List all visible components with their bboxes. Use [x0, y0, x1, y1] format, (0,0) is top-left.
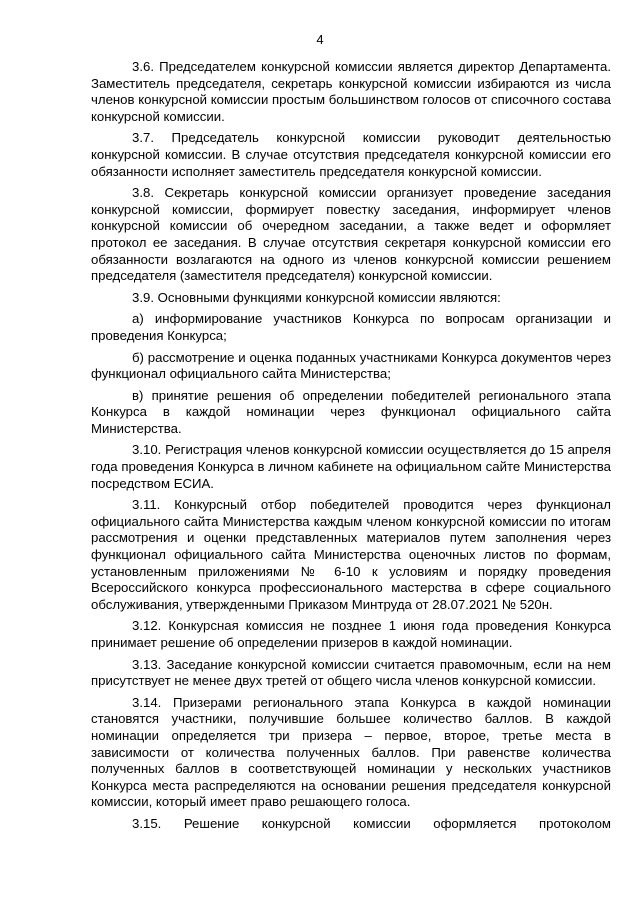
paragraph-3-12: 3.12. Конкурсная комиссия не позднее 1 июня года проведения Конкурса принимает решение об определении призеров в каждой номинации. — [91, 618, 611, 650]
list-item-a: а) информирование участников Конкурса по вопросам организации и проведения Конкурса; — [91, 311, 611, 343]
paragraph-3-8: 3.8. Секретарь конкурсной комиссии организует проведение заседания конкурсной комиссии, формирует повестку заседания, информирует членов конкурсной комиссии об очередном заседании, а также ведет и оформляет протокол ее заседания. В случае отсутствия секретаря конкурсной комиссии его обязанности возлагаются на одного из членов конкурсной комиссии решением председателя (заместителя председателя) конкурсной комиссии. — [91, 185, 611, 284]
paragraph-3-14: 3.14. Призерами регионального этапа Конкурса в каждой номинации становятся участники, получившие большее количество баллов. В каждой номинации определяется три призера – первое, второе, третье места в зависимости от количества полученных баллов. При равенстве количества полученных баллов в соответствующей номинации у нескольких участников Конкурса места распределяются на основании решения председателя конкурсной комиссии, который имеет право решающего голоса. — [91, 694, 611, 810]
paragraph-3-6: 3.6. Председателем конкурсной комиссии является директор Департамента. Заместитель председателя, секретарь конкурсной комиссии избираются из числа членов конкурсной комиссии простым большинством голосов от списочного состава конкурсной комиссии. — [91, 59, 611, 124]
list-item-v: в) принятие решения об определении победителей регионального этапа Конкурса в каждой номинации через функционал официального сайта Министерства. — [91, 387, 611, 436]
document-body — [91, 59, 611, 838]
paragraph-3-11: 3.11. Конкурсный отбор победителей проводится через функционал официального сайта Министерства каждым членом конкурсной комиссии по итогам рассмотрения и оценки представленных материалов путем заполнения через функционал официального сайта Министерства оценочных листов по формам, установленным приложениями № 6-10 к условиям и порядку проведения Всероссийского конкурса профессионального мастерства в сфере социального обслуживания, утвержденными Приказом Минтруда от 28.07.2021 № 520н. — [91, 497, 611, 612]
paragraph-3-10: 3.10. Регистрация членов конкурсной комиссии осуществляется до 15 апреля года проведения Конкурса в личном кабинете на официальном сайте Министерства посредством ЕСИА. — [91, 442, 611, 491]
paragraph-3-15: 3.15. Решение конкурсной комиссии оформляется протоколом — [132, 815, 611, 831]
paragraph-3-9: 3.9. Основными функциями конкурсной комиссии являются: — [132, 289, 501, 305]
paragraph-3-13: 3.13. Заседание конкурсной комиссии считается правомочным, если на нем присутствует не менее двух третей от общего числа членов конкурсной комиссии. — [91, 656, 611, 689]
paragraph-3-7: 3.7. Председатель конкурсной комиссии руководит деятельностью конкурсной комиссии. В случае отсутствия председателя конкурсной комиссии его обязанности исполняет заместитель председателя конкурсной комиссии. — [91, 130, 611, 179]
list-item-b: б) рассмотрение и оценка поданных участниками Конкурса документов через функционал официального сайта Министерства; — [91, 349, 611, 382]
page-number: 4 — [316, 32, 324, 47]
